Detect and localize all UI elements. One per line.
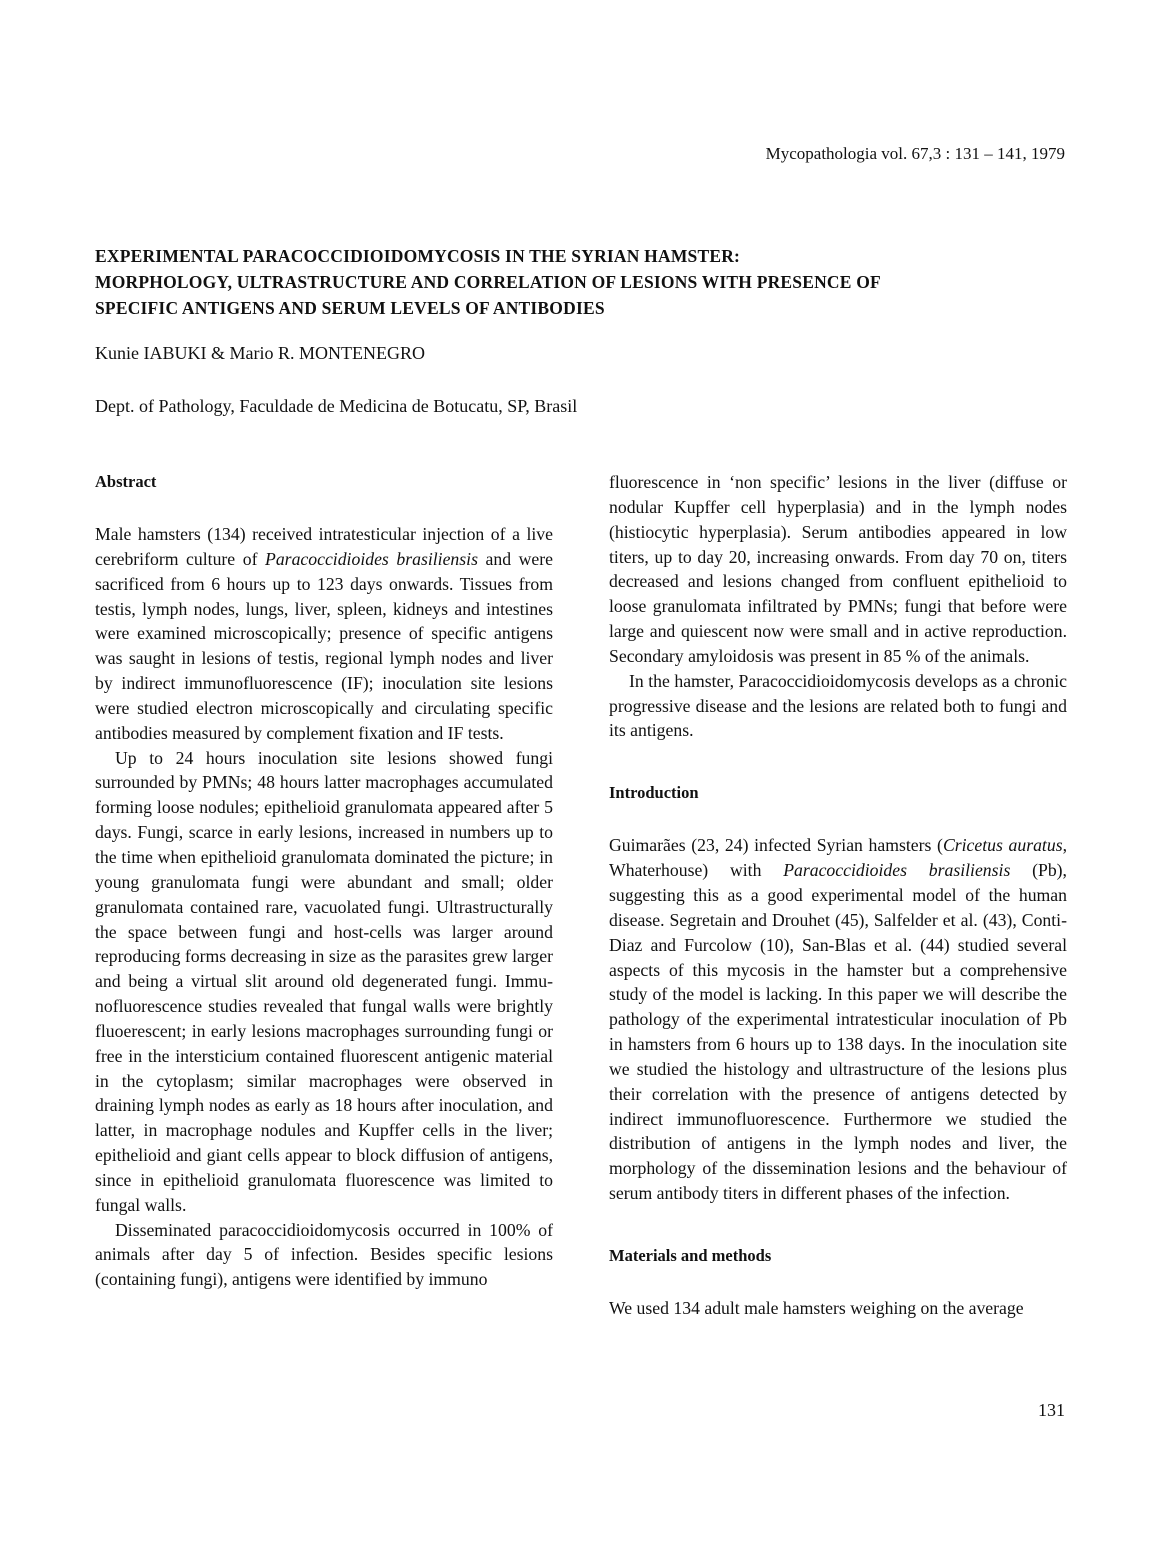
title-line: SPECIFIC ANTIGENS AND SERUM LEVELS OF ANTIBODIES: [95, 298, 605, 318]
abstract-paragraph: Up to 24 hours inoculation site lesions showed fungi surrounded by PMNs; 48 hours latter macrophages accumulated forming loose nodules; epithelioid granulomata appeared after 5 days. Fungi, scarce in early lesions, increased in numbers up to the time when epithelioid granulomata dominated the picture; in young granulomata fungi were abundant and small; older granulomata contained rare, vacuolated fungi. Ultrastructurally the space between fungi and host-cells was larger around reproducing forms decreasing in size as the parasites grew larger and being a virtual slit around old degenerated fungi. Immunofluorescence studies revealed that fungal walls were brightly fluoerescent; in early lesions macrophages surrounding fungi or free in the intersticium contained fluorescent antigenic material in the cytoplasm; similar macrophages were observed in draining lymph nodes as early as 18 hours after inoculation, and latter, in macrophage nodules and Kupffer cells in the liver; epithelioid and giant cells appear to block diffusion of antigens, since in epithelioid granulomata fluorescence was limited to fungal walls.: [95, 747, 553, 1215]
species-name: Paracoccidioides brasiliensis: [783, 860, 1011, 881]
title-line: EXPERIMENTAL PARACOCCIDIOIDOMYCOSIS IN THE SYRIAN HAMSTER:: [95, 246, 741, 266]
journal-reference: Mycopathologia vol. 67,3 : 131 – 141, 1979: [765, 144, 1065, 163]
introduction-heading: Introduction: [609, 783, 699, 803]
methods-heading: Materials and methods: [609, 1245, 772, 1265]
article-title: [95, 243, 1055, 321]
authors: Kunie IABUKI & Mario R. MONTENEGRO: [95, 343, 425, 363]
abstract-heading: Abstract: [95, 472, 157, 491]
abstract-paragraph: Male hamsters (134) received intratesticular injection of a live cerebriform culture of Paracoccidioides brasiliensis and were sacrificed from 6 hours up to 123 days onwards. Tissues from testis, lymph nodes, lungs, liver, spleen, kidneys and intestines were examined microscopically; presence of specific antigens was saught in lesions of testis, regional lymph nodes and liver by indirect immunofluorescence (IF); inoculation site lesions were studied electron microscopically and circulating specific antibodies measured by complement fixation and IF tests.: [95, 524, 553, 743]
species-name: Paracoccidioides brasiliensis: [265, 548, 478, 569]
species-name: Cricetus auratus: [942, 835, 1063, 856]
abstract-paragraph-continued: Disseminated paracoccidioidomycosis occurred in 100% of animals after day 5 of infection. Besides specific lesions (containing fungi), antigens were identified by immuno: [95, 1219, 553, 1290]
right-column: [609, 470, 1067, 1321]
title-line: MORPHOLOGY, ULTRASTRUCTURE AND CORRELATION OF LESIONS WITH PRESENCE OF: [95, 272, 881, 292]
left-column: [95, 470, 553, 1292]
abstract-paragraph-continuation: fluorescence in ‘non specific’ lesions in the liver (diffuse or nodular Kupffer cell hyperplasia) and in the lymph nodes (histiocytic hyperplasia). Serum antibodies appeared in low titers, up to day 20, increasing onwards. From day 70 on, titers decreased and lesions changed from confluent epithelioid to loose granulomata infiltrated by PMNs; fungi that before were large and quiescent now were small and in active reproduction. Secondary amyloidosis was present in 85 % of the animals.: [609, 472, 1067, 666]
abstract-paragraph: In the hamster, Paracoccidioidomycosis develops as a chronic progressive disease and the lesions are related both to fungi and its antigens.: [609, 670, 1067, 741]
introduction-paragraph: Guimarães (23, 24) infected Syrian hamsters (Cricetus auratus, Whaterhouse) with Paracoccidioides brasiliensis (Pb), suggesting this as a good experimental model of the human disease. Segretain and Drouhet (45), Salfelder et al. (43), Conti-Diaz and Furcolow (10), San-Blas et al. (44) studied several aspects of this mycosis in the hamster but a comprehensive study of the model is lacking. In this paper we will describe the pathology of the experimental intratesticular inoculation of Pb in hamsters from 6 hours up to 138 days. In the inoculation site we studied the histology and ultrastructure of the lesions plus their correlation with the presence of antigens detected by indirect immunofluorescence. Furthermore we studied the distribution of antigens in the lymph nodes and liver, the morphology of the dissemination lesions and the behaviour of serum antibody titers in different phases of the infection.: [609, 835, 1067, 1204]
page-number: 131: [1038, 1400, 1065, 1420]
affiliation: Dept. of Pathology, Faculdade de Medicina de Botucatu, SP, Brasil: [95, 396, 578, 416]
methods-paragraph: We used 134 adult male hamsters weighing on the average: [609, 1297, 1024, 1318]
